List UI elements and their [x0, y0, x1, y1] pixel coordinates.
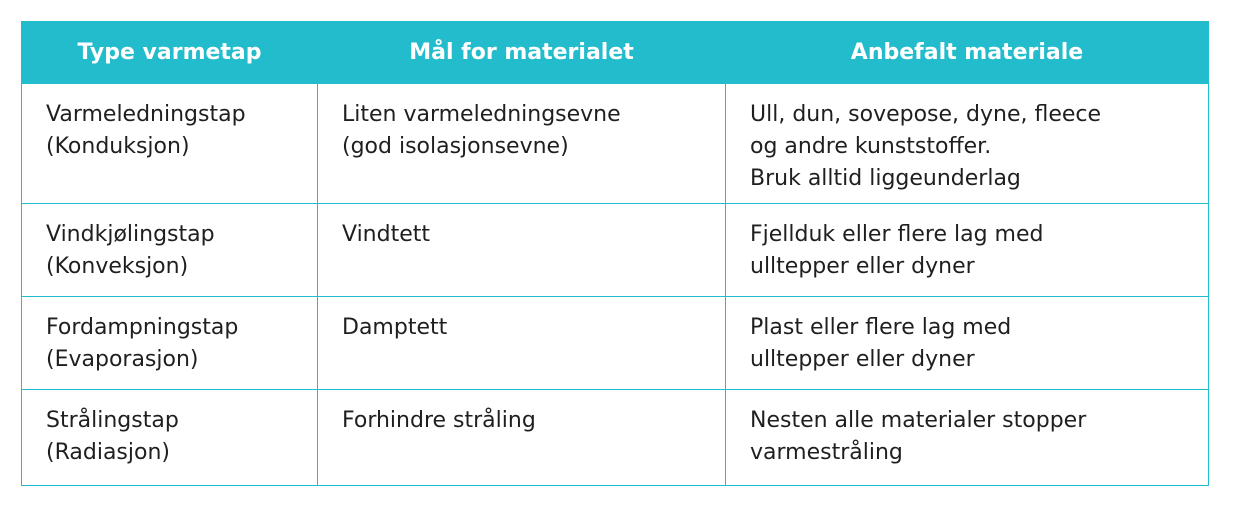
cell-line: Forhindre stråling [342, 408, 536, 433]
cell-type [22, 390, 318, 486]
cell-material [726, 204, 1209, 297]
header-material-goal: Mål for materialet [318, 22, 726, 84]
cell-line: (Radiasjon) [46, 440, 170, 465]
cell-line: Damptett [342, 315, 448, 340]
cell-line: varmestråling [750, 440, 903, 465]
cell-material [726, 390, 1209, 486]
heat-loss-table [21, 21, 1209, 486]
cell-line: Fjellduk eller flere lag med [750, 222, 1044, 247]
cell-line: (Konveksjon) [46, 254, 189, 279]
cell-type [22, 84, 318, 204]
table-header-row [22, 22, 1209, 84]
cell-type [22, 204, 318, 297]
table-row [22, 84, 1209, 204]
cell-line: Vindkjølingstap [46, 222, 215, 247]
cell-line: ulltepper eller dyner [750, 254, 975, 279]
cell-goal [318, 297, 726, 390]
cell-line: (god isolasjonsevne) [342, 134, 569, 159]
cell-line: Fordampningstap [46, 315, 239, 340]
header-recommended-material: Anbefalt materiale [726, 22, 1209, 84]
cell-material [726, 84, 1209, 204]
cell-line: Bruk alltid liggeunderlag [750, 166, 1021, 191]
cell-goal [318, 390, 726, 486]
cell-line: og andre kunststoffer. [750, 134, 992, 159]
cell-line: (Evaporasjon) [46, 347, 199, 372]
cell-goal [318, 84, 726, 204]
cell-line: ulltepper eller dyner [750, 347, 975, 372]
cell-line: Strålingstap [46, 408, 179, 433]
cell-type [22, 297, 318, 390]
cell-line: Plast eller flere lag med [750, 315, 1012, 340]
cell-line: Liten varmeledningsevne [342, 102, 621, 127]
header-type-heat-loss: Type varmetap [22, 22, 318, 84]
table-row [22, 297, 1209, 390]
table-row [22, 390, 1209, 486]
cell-material [726, 297, 1209, 390]
cell-line: Varmeledningstap [46, 102, 246, 127]
table-row [22, 204, 1209, 297]
cell-line: Nesten alle materialer stopper [750, 408, 1087, 433]
cell-goal [318, 204, 726, 297]
cell-line: Vindtett [342, 222, 430, 247]
cell-line: (Konduksjon) [46, 134, 190, 159]
cell-line: Ull, dun, sovepose, dyne, fleece [750, 102, 1102, 127]
